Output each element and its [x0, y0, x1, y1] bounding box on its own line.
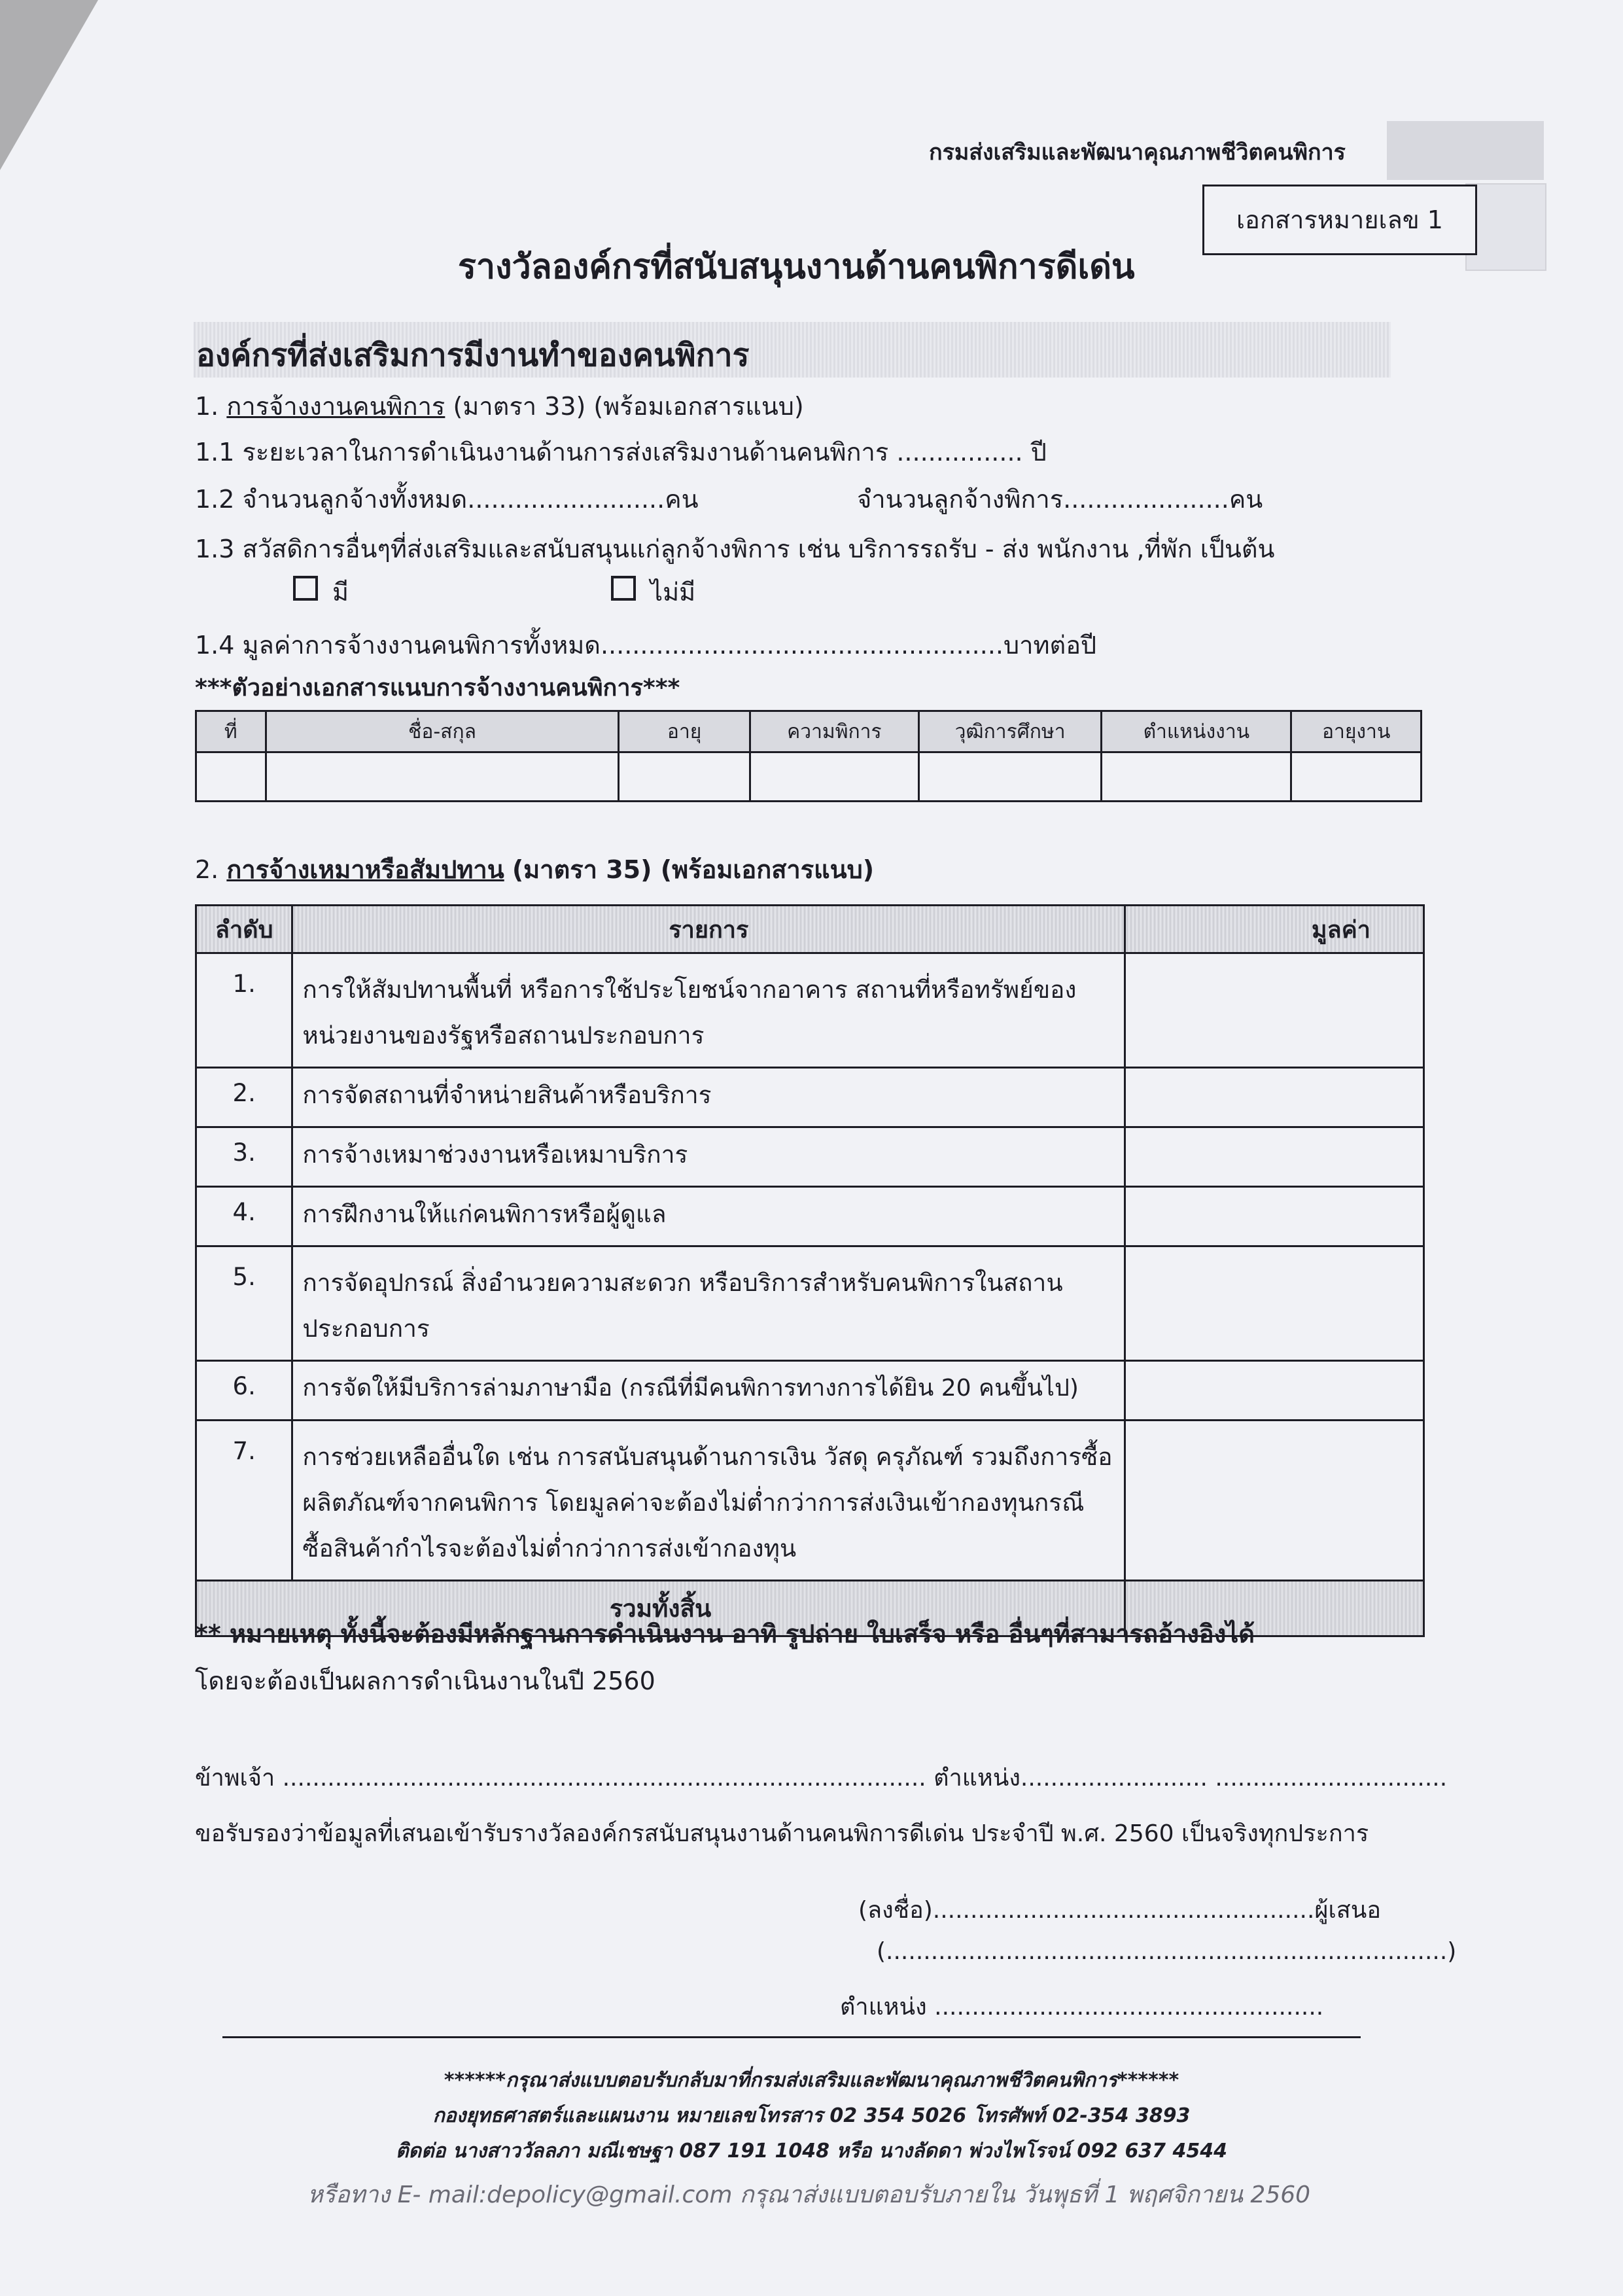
table-cell[interactable] — [750, 752, 918, 802]
item-1-1: 1.1 ระยะเวลาในการดำเนินงานด้านการส่งเสริมงานด้านคนพิการ ................ ปี — [195, 438, 1047, 467]
page-corner-fold — [0, 0, 98, 170]
footer-email-deadline: หรือทาง E- mail:depolicy@gmail.com กรุณาส่งแบบตอบรับภายใน วันพุธที่ 1 พฤศจิกายน 2560 — [307, 2181, 1311, 2208]
section1-number: 1. — [195, 392, 219, 421]
table-cell[interactable] — [1102, 752, 1291, 802]
section-heading: องค์กรที่ส่งเสริมการมีงานทำของคนพิการ — [196, 337, 750, 374]
column-header: ชื่อ-สกุล — [266, 711, 619, 752]
table-row — [196, 1068, 1424, 1127]
checkbox-yes[interactable] — [293, 576, 318, 601]
table-header-row — [196, 711, 1422, 752]
table-cell[interactable] — [196, 752, 266, 802]
footer-divider — [222, 2036, 1361, 2038]
checkbox-no[interactable] — [611, 576, 636, 601]
column-header: อายุงาน — [1291, 711, 1422, 752]
footer-contact-persons: ติดต่อ นางสาววัลลภา มณีเชษฐา 087 191 1048 หรือ นางลัดดา พ่วงไพโรจน์ 092 637 4544 — [395, 2140, 1227, 2163]
value-cell[interactable] — [1125, 1187, 1424, 1246]
table-row — [196, 1361, 1424, 1421]
table-cell[interactable] — [266, 752, 619, 802]
checkbox-no-label: ไม่มี — [650, 578, 696, 607]
row-number: 5. — [196, 1246, 292, 1361]
certification-statement: ขอรับรองว่าข้อมูลที่เสนอเข้ารับรางวัลองค์กรสนับสนุนงานด้านคนพิการดีเด่น ประจำปี พ.ศ. 2560 เป็นจริงทุกประการ — [195, 1820, 1369, 1847]
table-cell[interactable] — [918, 752, 1102, 802]
item-1-3: 1.3 สวัสดิการอื่นๆที่ส่งเสริมและสนับสนุนแก่ลูกจ้างพิการ เช่น บริการรถรับ - ส่ง พนักงาน ,ที่พัก เป็นต้น — [195, 535, 1275, 563]
column-header: ลำดับ — [196, 906, 292, 953]
page-title: รางวัลองค์กรที่สนับสนุนงานด้านคนพิการดีเด่น — [458, 247, 1135, 287]
value-cell[interactable] — [1125, 1421, 1424, 1581]
row-description: การจัดอุปกรณ์ สิ่งอำนวยความสะดวก หรือบริการสำหรับคนพิการในสถานประกอบการ — [292, 1246, 1125, 1361]
table-row — [196, 1246, 1424, 1361]
row-description: การจ้างเหมาช่วงงานหรือเหมาบริการ — [292, 1127, 1125, 1187]
section1-suffix: (มาตรา 33) (พร้อมเอกสารแนบ) — [453, 392, 804, 421]
value-cell[interactable] — [1125, 1068, 1424, 1127]
column-header: อายุ — [619, 711, 750, 752]
row-number: 3. — [196, 1127, 292, 1187]
example-caption: ***ตัวอย่างเอกสารแนบการจ้างงานคนพิการ*** — [195, 675, 680, 701]
ministry-name: กรมส่งเสริมและพัฒนาคุณภาพชีวิตคนพิการ — [929, 139, 1346, 166]
signature-name-line[interactable]: (...........................................................................) — [877, 1938, 1457, 1965]
table-row — [196, 1127, 1424, 1187]
remark-line-2: โดยจะต้องเป็นผลการดำเนินงานในปี 2560 — [195, 1667, 655, 1695]
row-description: การให้สัมปทานพื้นที่ หรือการใช้ประโยชน์จากอาคาร สถานที่หรือทรัพย์ของหน่วยงานของรัฐหรือสถานประกอบการ — [292, 953, 1125, 1068]
section2-heading — [195, 849, 874, 889]
row-description: การช่วยเหลืออื่นใด เช่น การสนับสนุนด้านการเงิน วัสดุ ครุภัณฑ์ รวมถึงการซื้อผลิตภัณฑ์จากคนพิการ โดยมูลค่าจะต้องไม่ต่ำกว่าการส่งเงินเข้ากองทุนกรณีซื้อสินค้ากำไรจะต้องไม่ต่ำกว่าการส่งเข้ากองทุน — [292, 1421, 1125, 1581]
employment-example-table — [195, 710, 1422, 802]
column-header: ตำแหน่งงาน — [1102, 711, 1291, 752]
value-cell[interactable] — [1125, 1127, 1424, 1187]
document-number-box: เอกสารหมายเลข 1 — [1202, 185, 1477, 255]
scan-smudge — [1465, 183, 1546, 271]
table-row — [196, 752, 1422, 802]
row-description: การฝึกงานให้แก่คนพิการหรือผู้ดูแล — [292, 1187, 1125, 1246]
column-header: รายการ — [292, 906, 1125, 953]
column-header: มูลค่า — [1125, 906, 1424, 953]
footer-return-instruction: ******กรุณาส่งแบบตอบรับกลับมาที่กรมส่งเสริมและพัฒนาคุณภาพชีวิตคนพิการ****** — [444, 2069, 1179, 2092]
row-description: การจัดให้มีบริการล่ามภาษามือ (กรณีที่มีคนพิการทางการได้ยิน 20 คนขึ้นไป) — [292, 1361, 1125, 1421]
signature-position-line[interactable]: ตำแหน่ง .................................................... — [840, 1994, 1324, 2021]
scan-smudge — [1387, 121, 1544, 180]
row-number: 7. — [196, 1421, 292, 1581]
row-number: 1. — [196, 953, 292, 1068]
column-header: วุฒิการศึกษา — [918, 711, 1102, 752]
item-1-2-disabled-employees: จำนวนลูกจ้างพิการ.....................คน — [857, 485, 1263, 514]
table-row — [196, 1421, 1424, 1581]
row-number: 2. — [196, 1068, 292, 1127]
total-label: รวมทั้งสิ้น — [196, 1581, 1125, 1636]
table-cell[interactable] — [619, 752, 750, 802]
table-row — [196, 1187, 1424, 1246]
column-header: ความพิการ — [750, 711, 918, 752]
row-number: 6. — [196, 1361, 292, 1421]
table-row — [196, 953, 1424, 1068]
remark-line-1: ** หมายเหตุ ทั้งนี้จะต้องมีหลักฐานการดำเนินงาน อาทิ รูปถ่าย ใบเสร็จ หรือ อื่นๆที่สามารถอ้างอิงได้ — [195, 1619, 1255, 1648]
value-cell[interactable] — [1125, 953, 1424, 1068]
signature-line[interactable]: (ลงชื่อ)...................................................ผู้เสนอ — [858, 1897, 1381, 1924]
section2-suffix: (มาตรา 35) (พร้อมเอกสารแนบ) — [512, 855, 875, 884]
section2-number: 2. — [195, 855, 219, 884]
section1-heading — [195, 386, 804, 426]
item-1-2-total-employees: 1.2 จำนวนลูกจ้างทั้งหมด.........................คน — [195, 485, 699, 514]
column-header: ที่ — [196, 711, 266, 752]
item-1-4: 1.4 มูลค่าการจ้างงานคนพิการทั้งหมด...................................................บาทต่อปี — [195, 631, 1097, 660]
row-description: การจัดสถานที่จำหน่ายสินค้าหรือบริการ — [292, 1068, 1125, 1127]
table-cell[interactable] — [1291, 752, 1422, 802]
value-cell[interactable] — [1125, 1246, 1424, 1361]
section2-title: การจ้างเหมาหรือสัมปทาน — [226, 855, 504, 884]
footer-contact-division: กองยุทธศาสตร์และแผนงาน หมายเลขโทรสาร 02 354 5026 โทรศัพท์ 02-354 3893 — [432, 2104, 1191, 2127]
value-cell[interactable] — [1125, 1361, 1424, 1421]
table-header-row — [196, 906, 1424, 953]
section1-title: การจ้างงานคนพิการ — [226, 392, 445, 421]
row-number: 4. — [196, 1187, 292, 1246]
signer-name-line[interactable]: ข้าพเจ้า ...................................................................................... ตำแหน่ง......................... ............................... — [195, 1765, 1448, 1792]
concession-table — [195, 904, 1425, 1637]
checkbox-yes-label: มี — [332, 578, 349, 607]
